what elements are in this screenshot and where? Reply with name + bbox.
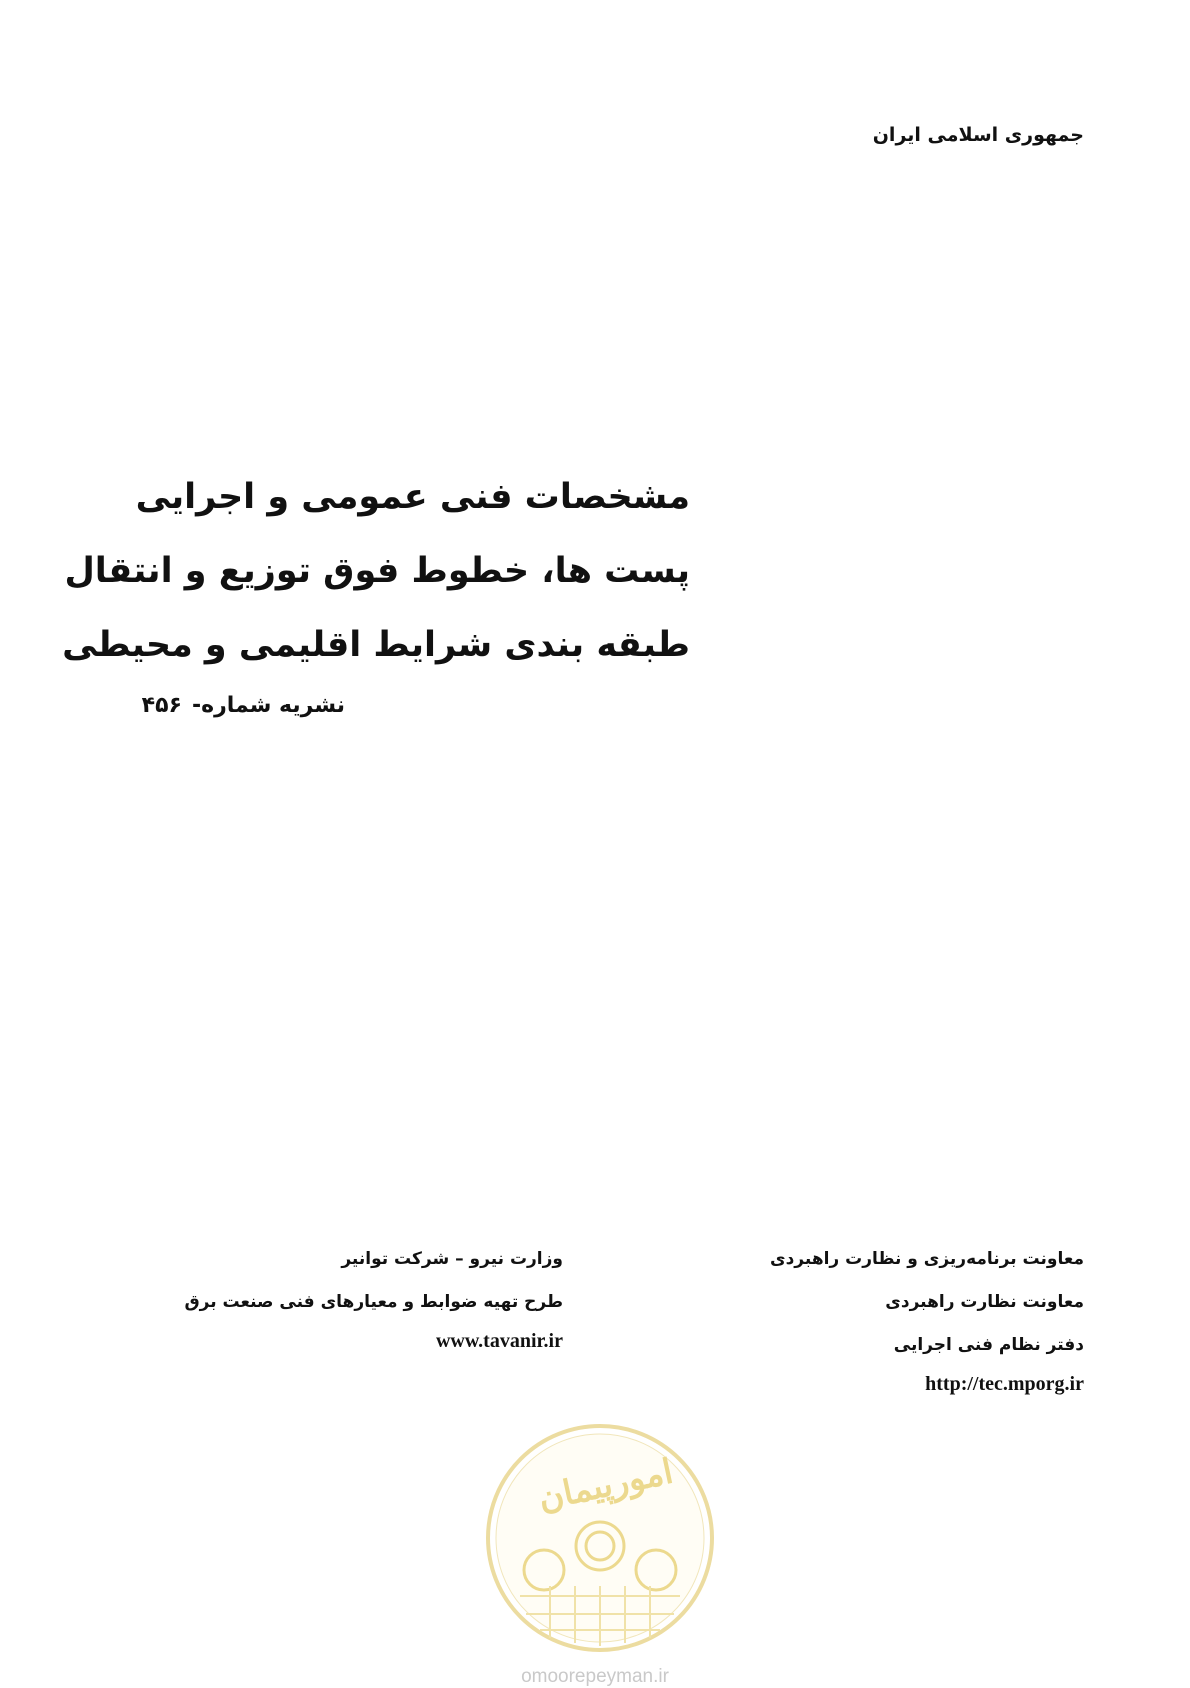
country-name: جمهوری اسلامی ایران [872,124,1084,146]
publication-number-value: ۴۵۶ [141,693,182,718]
technical-office: دفتر نظام فنی اجرایی [893,1335,1084,1355]
deputy-supervision: معاونت نظارت راهبردی [885,1292,1084,1312]
watermark-logo-text: امورپیمان [534,1451,677,1519]
standards-project: طرح تهیه ضوابط و معیارهای فنی صنعت برق [184,1292,563,1312]
publication-label: نشریه شماره- [191,693,345,718]
mporg-url[interactable]: http://tec.mporg.ir [925,1373,1084,1395]
title-line-3: طبقه بندی شرایط اقلیمی و محیطی [62,625,690,665]
footer-right-block [770,1238,1084,1401]
watermark-site: omoorepeyman.ir [521,1666,669,1687]
deputy-planning: معاونت برنامه‌ریزی و نظارت راهبردی [770,1249,1084,1269]
tavanir-url[interactable]: www.tavanir.ir [435,1330,563,1352]
footer-left-block [184,1238,563,1358]
document-title [62,460,690,682]
watermark-logo-icon [480,1418,720,1658]
publication-number [132,693,345,718]
title-line-1: مشخصات فنی عمومی و اجرایی [135,477,690,517]
ministry-name: وزارت نیرو – شرکت توانیر [341,1249,563,1269]
title-line-2: پست ها، خطوط فوق توزیع و انتقال [64,551,690,591]
